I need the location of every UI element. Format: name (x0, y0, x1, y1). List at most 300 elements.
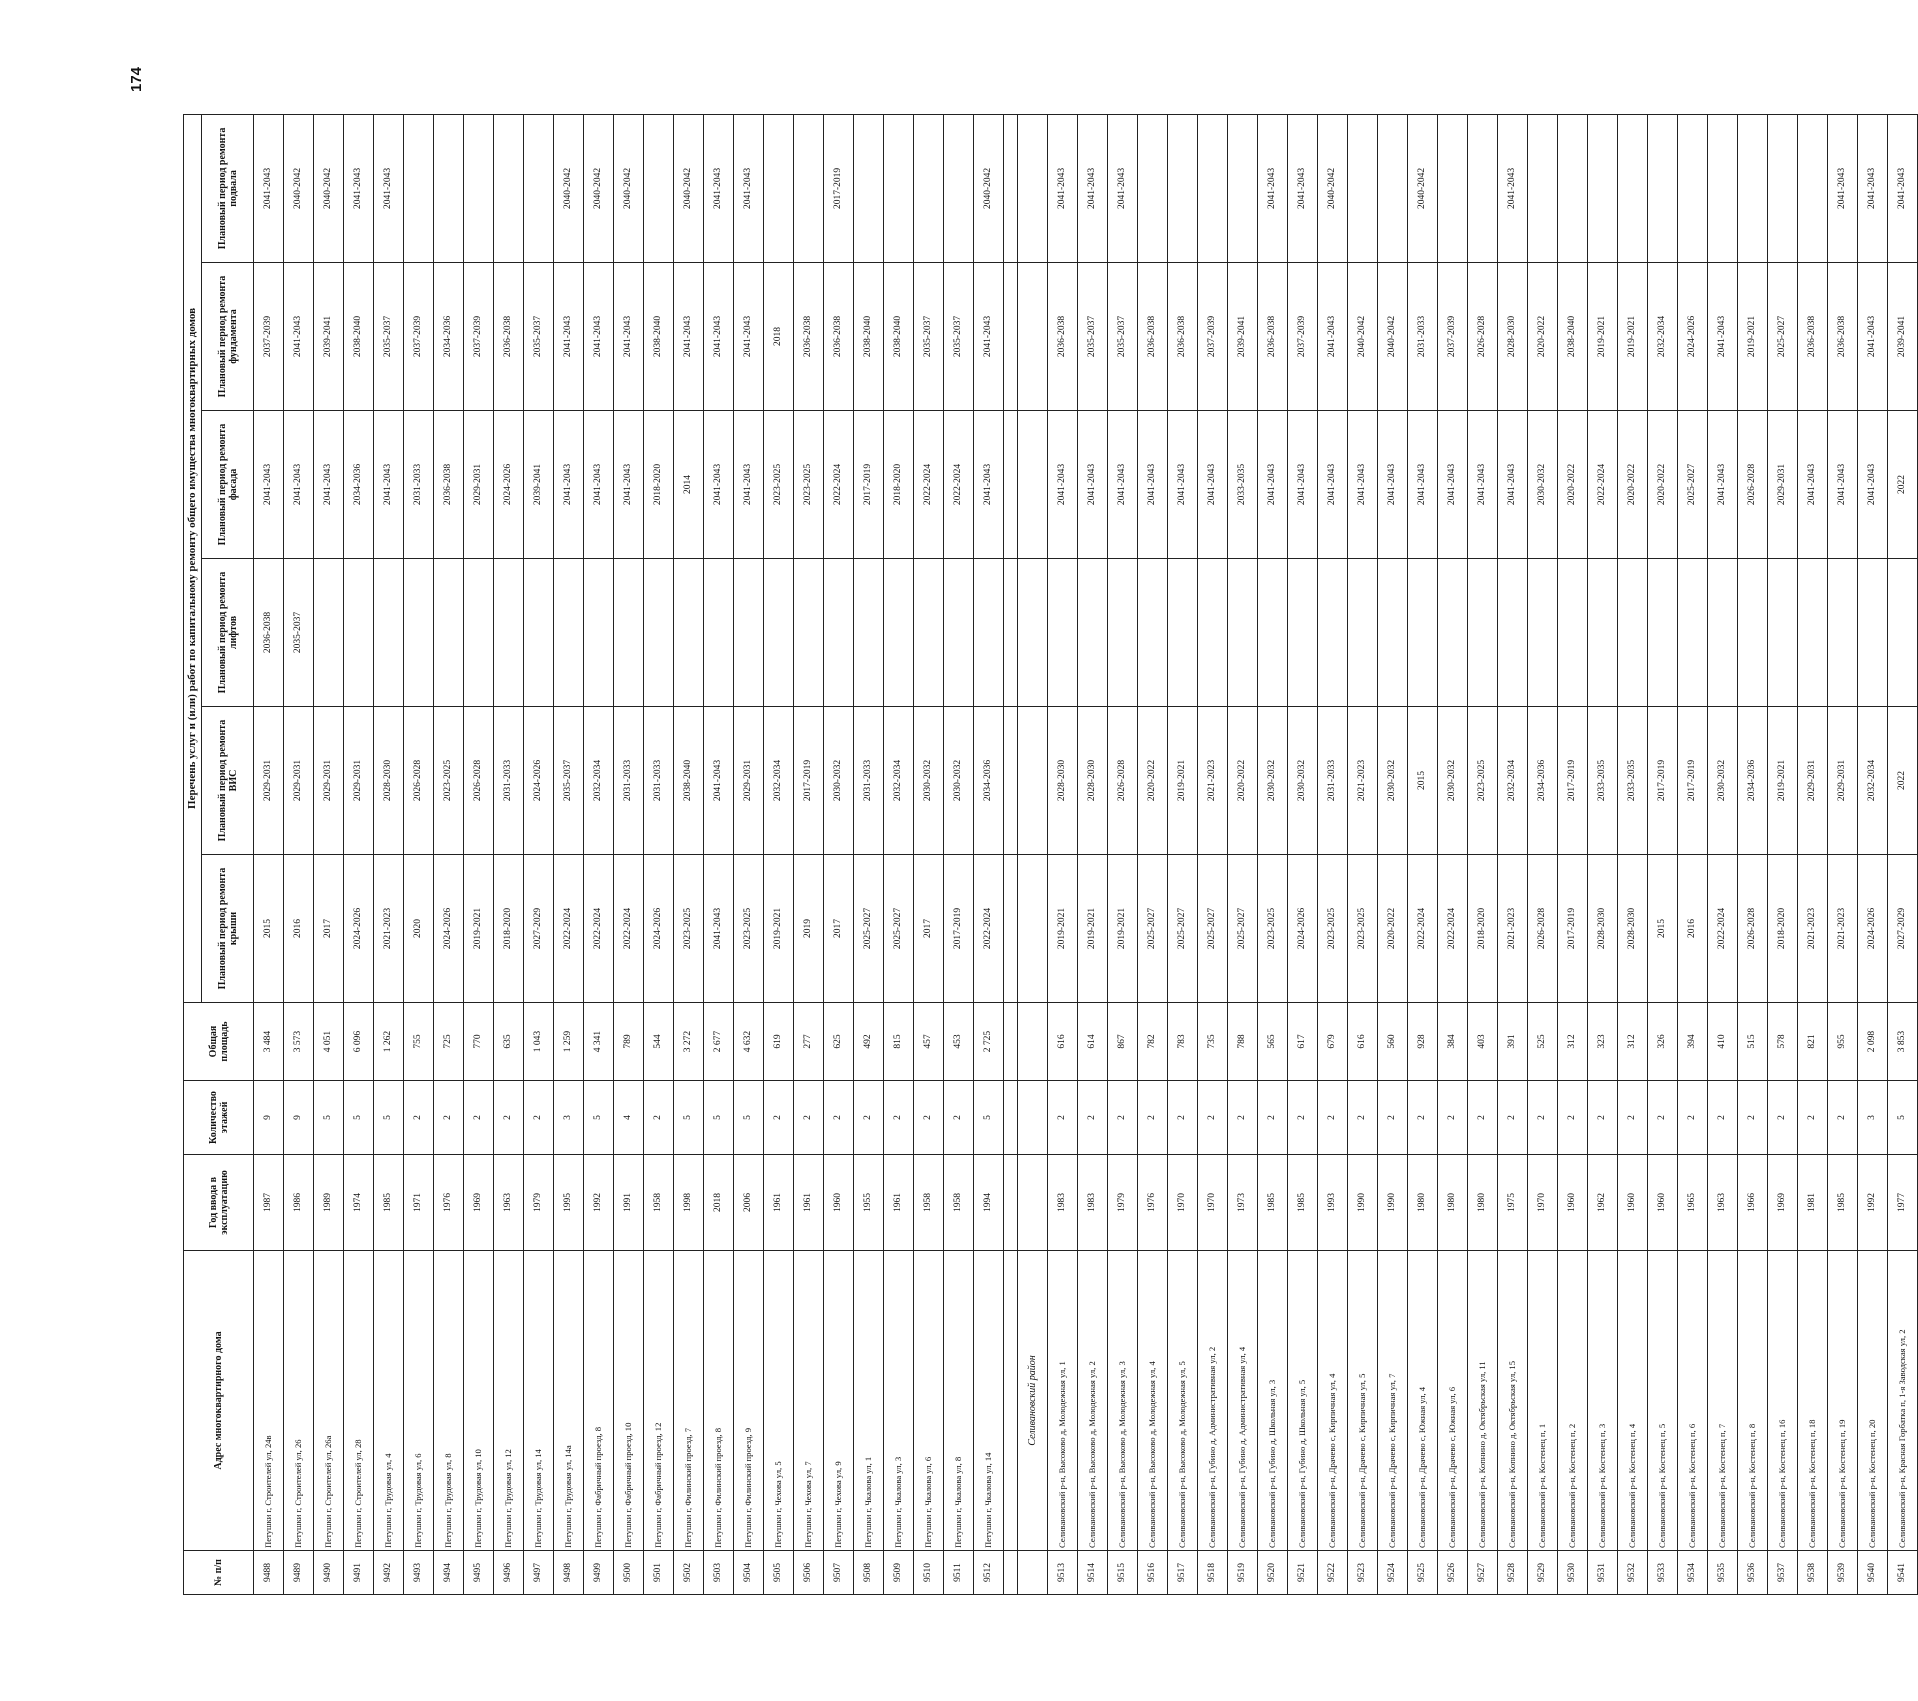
row-area: 1 259 (554, 1003, 584, 1081)
row-roof: 2023-2025 (734, 855, 764, 1003)
row-basement: 2041-2043 (1108, 114, 1138, 262)
row-number: 9539 (1828, 1551, 1858, 1595)
row-floors: 2 (854, 1081, 884, 1155)
row-roof: 2024-2026 (434, 855, 464, 1003)
table-row (1678, 114, 1708, 1594)
row-vis: 2017-2019 (794, 707, 824, 855)
row-facade: 2036-2038 (434, 411, 464, 559)
row-foundation: 2038-2040 (644, 263, 674, 411)
row-roof: 2027-2029 (1888, 855, 1918, 1003)
row-lift (884, 559, 914, 707)
row-number: 9525 (1408, 1551, 1438, 1595)
row-foundation: 2036-2038 (1258, 263, 1288, 411)
row-roof: 2028-2030 (1588, 855, 1618, 1003)
row-lift (644, 559, 674, 707)
row-vis: 2029-2031 (1798, 707, 1828, 855)
row-lift (1618, 559, 1648, 707)
row-address: Селивановский р-н, Высоково д, Молодежная ул, 2 (1078, 1251, 1108, 1551)
row-foundation: 2037-2039 (1288, 263, 1318, 411)
table-row (764, 114, 794, 1594)
table-row (1768, 114, 1798, 1594)
row-basement: 2041-2043 (344, 114, 374, 262)
table-row (254, 114, 284, 1594)
row-floors: 2 (1138, 1081, 1168, 1155)
row-address: Петушки г, Строителей ул, 28 (344, 1251, 374, 1551)
row-basement: 2041-2043 (374, 114, 404, 262)
row-roof: 2025-2027 (854, 855, 884, 1003)
row-roof: 2019 (794, 855, 824, 1003)
row-floors: 2 (404, 1081, 434, 1155)
row-basement (1708, 114, 1738, 262)
row-area: 725 (434, 1003, 464, 1081)
row-vis: 2031-2033 (494, 707, 524, 855)
row-basement: 2041-2043 (1498, 114, 1528, 262)
row-area: 821 (1798, 1003, 1828, 1081)
row-year: 1958 (944, 1155, 974, 1251)
row-address: Селивановский р-н, Костенец п, 8 (1738, 1251, 1768, 1551)
row-area: 544 (644, 1003, 674, 1081)
table-row (614, 114, 644, 1594)
row-number: 9498 (554, 1551, 584, 1595)
row-year: 1985 (1828, 1155, 1858, 1251)
row-area: 312 (1618, 1003, 1648, 1081)
row-lift (794, 559, 824, 707)
row-facade: 2041-2043 (1798, 411, 1828, 559)
row-area: 755 (404, 1003, 434, 1081)
row-number: 9537 (1768, 1551, 1798, 1595)
row-vis: 2030-2032 (1258, 707, 1288, 855)
row-floors: 9 (284, 1081, 314, 1155)
row-facade: 2022 (1888, 411, 1918, 559)
row-roof: 2017-2019 (1558, 855, 1588, 1003)
row-roof: 2021-2023 (1798, 855, 1828, 1003)
table-row (704, 114, 734, 1594)
row-basement: 2040-2042 (284, 114, 314, 262)
row-number: 9522 (1318, 1551, 1348, 1595)
row-number: 9499 (584, 1551, 614, 1595)
table-row (1348, 114, 1378, 1594)
row-area: 312 (1558, 1003, 1588, 1081)
row-address: Селивановский р-н, Костенец п, 4 (1618, 1251, 1648, 1551)
row-roof: 2017-2019 (944, 855, 974, 1003)
row-facade: 2041-2043 (1438, 411, 1468, 559)
row-floors: 2 (434, 1081, 464, 1155)
row-floors: 2 (1558, 1081, 1588, 1155)
row-area: 2 725 (974, 1003, 1004, 1081)
row-vis: 2041-2043 (704, 707, 734, 855)
row-vis: 2019-2021 (1168, 707, 1198, 855)
row-basement: 2040-2042 (674, 114, 704, 262)
row-address: Селивановский р-н, Высоково д, Молодежная ул, 3 (1108, 1251, 1138, 1551)
row-basement: 2041-2043 (1288, 114, 1318, 262)
row-lift (614, 559, 644, 707)
row-area: 928 (1408, 1003, 1438, 1081)
row-number: 9538 (1798, 1551, 1828, 1595)
row-lift (374, 559, 404, 707)
row-floors: 2 (914, 1081, 944, 1155)
row-area: 1 262 (374, 1003, 404, 1081)
row-area: 384 (1438, 1003, 1468, 1081)
row-year: 1970 (1528, 1155, 1558, 1251)
row-facade: 2030-2032 (1528, 411, 1558, 559)
row-area: 955 (1828, 1003, 1858, 1081)
rows-petushki (254, 114, 1004, 1594)
row-lift (1378, 559, 1408, 707)
row-lift (704, 559, 734, 707)
row-foundation: 2036-2038 (794, 263, 824, 411)
row-address: Петушки г, Филинский проезд, 8 (704, 1251, 734, 1551)
row-basement (944, 114, 974, 262)
row-lift (1498, 559, 1528, 707)
header-vis: Плановый период ремонта ВИС (202, 707, 254, 855)
row-lift (674, 559, 704, 707)
row-number: 9540 (1858, 1551, 1888, 1595)
row-floors: 5 (344, 1081, 374, 1155)
row-roof: 2023-2025 (1258, 855, 1288, 1003)
row-foundation: 2041-2043 (554, 263, 584, 411)
row-address: Петушки г, Чкалова ул, 3 (884, 1251, 914, 1551)
row-vis: 2026-2028 (464, 707, 494, 855)
row-area: 492 (854, 1003, 884, 1081)
row-area: 453 (944, 1003, 974, 1081)
row-facade: 2041-2043 (1828, 411, 1858, 559)
row-year: 1963 (494, 1155, 524, 1251)
row-floors: 2 (1588, 1081, 1618, 1155)
row-number: 9505 (764, 1551, 794, 1595)
row-foundation: 2039-2041 (1888, 263, 1918, 411)
row-roof: 2025-2027 (1198, 855, 1228, 1003)
row-year: 1985 (1258, 1155, 1288, 1251)
row-roof: 2022-2024 (1708, 855, 1738, 1003)
row-floors: 3 (554, 1081, 584, 1155)
row-basement: 2041-2043 (1258, 114, 1288, 262)
row-roof: 2022-2024 (1438, 855, 1468, 1003)
row-roof: 2022-2024 (974, 855, 1004, 1003)
row-foundation: 2036-2038 (1168, 263, 1198, 411)
row-roof: 2022-2024 (614, 855, 644, 1003)
row-vis: 2017-2019 (1648, 707, 1678, 855)
row-facade: 2022-2024 (914, 411, 944, 559)
row-facade: 2041-2043 (1078, 411, 1108, 559)
row-facade: 2033-2035 (1228, 411, 1258, 559)
row-area: 619 (764, 1003, 794, 1081)
row-address: Селивановский р-н, Губино д, Административная ул, 2 (1198, 1251, 1228, 1551)
row-number: 9504 (734, 1551, 764, 1595)
row-number: 9535 (1708, 1551, 1738, 1595)
row-number: 9508 (854, 1551, 884, 1595)
row-facade: 2041-2043 (1258, 411, 1288, 559)
table-row (404, 114, 434, 1594)
row-roof: 2024-2026 (344, 855, 374, 1003)
row-roof: 2028-2030 (1618, 855, 1648, 1003)
row-area: 783 (1168, 1003, 1198, 1081)
row-roof: 2025-2027 (1168, 855, 1198, 1003)
row-year: 1958 (644, 1155, 674, 1251)
row-floors: 2 (1168, 1081, 1198, 1155)
row-roof: 2016 (1678, 855, 1708, 1003)
row-lift (1678, 559, 1708, 707)
row-floors: 5 (974, 1081, 1004, 1155)
header-facade: Плановый период ремонта фасада (202, 411, 254, 559)
row-year: 1971 (404, 1155, 434, 1251)
table-row (794, 114, 824, 1594)
row-floors: 2 (1408, 1081, 1438, 1155)
row-facade: 2029-2031 (1768, 411, 1798, 559)
row-address: Селивановский р-н, Копнино д, Октябрьская ул, 11 (1468, 1251, 1498, 1551)
header-foundation: Плановый период ремонта фундамента (202, 263, 254, 411)
row-lift (1408, 559, 1438, 707)
row-basement (1228, 114, 1258, 262)
row-address: Петушки г, Чкалова ул, 8 (944, 1251, 974, 1551)
row-lift: 2035-2037 (284, 559, 314, 707)
row-vis: 2030-2032 (1438, 707, 1468, 855)
row-floors: 5 (704, 1081, 734, 1155)
header-area: Общая площадь (184, 1003, 254, 1081)
row-foundation: 2041-2043 (1858, 263, 1888, 411)
rows-selivanovsky (1048, 114, 1918, 1594)
row-vis: 2030-2032 (1378, 707, 1408, 855)
row-year: 1979 (1108, 1155, 1138, 1251)
row-floors: 2 (1048, 1081, 1078, 1155)
row-foundation: 2039-2041 (1228, 263, 1258, 411)
row-area: 323 (1588, 1003, 1618, 1081)
row-lift (1528, 559, 1558, 707)
row-area: 394 (1678, 1003, 1708, 1081)
row-number: 9524 (1378, 1551, 1408, 1595)
row-area: 560 (1378, 1003, 1408, 1081)
row-foundation: 2026-2028 (1468, 263, 1498, 411)
row-area: 326 (1648, 1003, 1678, 1081)
row-number: 9519 (1228, 1551, 1258, 1595)
row-lift (854, 559, 884, 707)
table-row (1048, 114, 1078, 1594)
row-facade: 2041-2043 (614, 411, 644, 559)
row-year: 1969 (1768, 1155, 1798, 1251)
table-row (914, 114, 944, 1594)
row-roof: 2021-2023 (374, 855, 404, 1003)
table-row (1078, 114, 1108, 1594)
row-area: 6 096 (344, 1003, 374, 1081)
row-year: 1962 (1588, 1155, 1618, 1251)
row-floors: 2 (1288, 1081, 1318, 1155)
row-foundation: 2025-2027 (1768, 263, 1798, 411)
row-facade: 2041-2043 (314, 411, 344, 559)
row-floors: 2 (1648, 1081, 1678, 1155)
row-year: 1961 (764, 1155, 794, 1251)
row-foundation: 2019-2021 (1618, 263, 1648, 411)
row-facade: 2041-2043 (1708, 411, 1738, 559)
row-foundation: 2035-2037 (914, 263, 944, 411)
row-year: 1986 (284, 1155, 314, 1251)
row-basement (764, 114, 794, 262)
row-area: 2 677 (704, 1003, 734, 1081)
row-address: Петушки г, Трудовая ул, 14а (554, 1251, 584, 1551)
row-area: 3 853 (1888, 1003, 1918, 1081)
row-roof: 2026-2028 (1738, 855, 1768, 1003)
row-address: Петушки г, Чкалова ул, 6 (914, 1251, 944, 1551)
row-vis: 2029-2031 (344, 707, 374, 855)
row-vis: 2032-2034 (764, 707, 794, 855)
table-row (1468, 114, 1498, 1594)
row-address: Петушки г, Трудовая ул, 4 (374, 1251, 404, 1551)
table-row (1648, 114, 1678, 1594)
row-number: 9513 (1048, 1551, 1078, 1595)
row-foundation: 2038-2040 (1558, 263, 1588, 411)
row-number: 9500 (614, 1551, 644, 1595)
row-facade: 2024-2026 (494, 411, 524, 559)
row-lift (1288, 559, 1318, 707)
row-facade: 2041-2043 (374, 411, 404, 559)
row-area: 4 341 (584, 1003, 614, 1081)
row-number: 9493 (404, 1551, 434, 1595)
row-lift (1078, 559, 1108, 707)
table-row (284, 114, 314, 1594)
row-lift (584, 559, 614, 707)
row-facade: 2022-2024 (944, 411, 974, 559)
row-basement: 2040-2042 (974, 114, 1004, 262)
row-vis: 2031-2033 (644, 707, 674, 855)
row-year: 1977 (1888, 1155, 1918, 1251)
header-works-group: Перечень услуг и (или) работ по капитальному ремонту общего имущества многоквартирных домов (184, 114, 202, 1002)
row-area: 3 272 (674, 1003, 704, 1081)
table-row (1738, 114, 1768, 1594)
row-address: Селивановский р-н, Костенец п, 3 (1588, 1251, 1618, 1551)
row-address: Петушки г, Трудовая ул, 6 (404, 1251, 434, 1551)
row-area: 277 (794, 1003, 824, 1081)
row-number: 9509 (884, 1551, 914, 1595)
header-lift: Плановый период ремонта лифтов (202, 559, 254, 707)
row-number: 9497 (524, 1551, 554, 1595)
row-basement (434, 114, 464, 262)
row-basement: 2040-2042 (1318, 114, 1348, 262)
row-foundation: 2036-2038 (1048, 263, 1078, 411)
row-vis: 2029-2031 (1828, 707, 1858, 855)
row-floors: 5 (584, 1081, 614, 1155)
row-foundation: 2036-2038 (1828, 263, 1858, 411)
row-foundation: 2035-2037 (524, 263, 554, 411)
table-row (1198, 114, 1228, 1594)
row-foundation: 2041-2043 (674, 263, 704, 411)
row-address: Петушки г, Филинский проезд, 9 (734, 1251, 764, 1551)
table-row (584, 114, 614, 1594)
table-row (1828, 114, 1858, 1594)
row-floors: 2 (1678, 1081, 1708, 1155)
row-number: 9494 (434, 1551, 464, 1595)
row-foundation: 2034-2036 (434, 263, 464, 411)
row-area: 815 (884, 1003, 914, 1081)
row-address: Петушки г, Фабричный проезд, 12 (644, 1251, 674, 1551)
row-foundation: 2041-2043 (974, 263, 1004, 411)
row-year: 1960 (1618, 1155, 1648, 1251)
row-number: 9521 (1288, 1551, 1318, 1595)
row-facade: 2026-2028 (1738, 411, 1768, 559)
row-foundation: 2019-2021 (1588, 263, 1618, 411)
row-foundation: 2037-2039 (1438, 263, 1468, 411)
row-address: Петушки г, Фабричный проезд, 8 (584, 1251, 614, 1551)
row-basement: 2041-2043 (734, 114, 764, 262)
row-roof: 2018-2020 (494, 855, 524, 1003)
row-basement (1798, 114, 1828, 262)
row-area: 867 (1108, 1003, 1138, 1081)
row-facade: 2034-2036 (344, 411, 374, 559)
row-roof: 2018-2020 (1768, 855, 1798, 1003)
row-year: 1992 (584, 1155, 614, 1251)
table-row (1288, 114, 1318, 1594)
row-year: 1960 (1648, 1155, 1678, 1251)
row-basement: 2041-2043 (1858, 114, 1888, 262)
row-vis: 2032-2034 (1498, 707, 1528, 855)
row-roof: 2018-2020 (1468, 855, 1498, 1003)
row-foundation: 2041-2043 (584, 263, 614, 411)
row-area: 403 (1468, 1003, 1498, 1081)
row-basement: 2041-2043 (254, 114, 284, 262)
row-facade: 2022-2024 (1588, 411, 1618, 559)
row-foundation: 2035-2037 (1078, 263, 1108, 411)
row-address: Селивановский р-н, Копнино д, Октябрьская ул, 15 (1498, 1251, 1528, 1551)
row-basement: 2041-2043 (704, 114, 734, 262)
row-roof: 2021-2023 (1828, 855, 1858, 1003)
row-vis: 2038-2040 (674, 707, 704, 855)
row-number: 9534 (1678, 1551, 1708, 1595)
row-floors: 2 (1258, 1081, 1288, 1155)
row-roof: 2025-2027 (884, 855, 914, 1003)
row-lift (734, 559, 764, 707)
row-facade: 2041-2043 (704, 411, 734, 559)
row-roof: 2019-2021 (1048, 855, 1078, 1003)
row-address: Петушки г, Строителей ул, 24в (254, 1251, 284, 1551)
row-basement: 2040-2042 (554, 114, 584, 262)
row-address: Селивановский р-н, Высоково д, Молодежная ул, 5 (1168, 1251, 1198, 1551)
row-lift (944, 559, 974, 707)
row-roof: 2016 (284, 855, 314, 1003)
row-number: 9490 (314, 1551, 344, 1595)
table-row (1588, 114, 1618, 1594)
row-address: Селивановский р-н, Костенец п, 1 (1528, 1251, 1558, 1551)
row-address: Петушки г, Филинский проезд, 7 (674, 1251, 704, 1551)
row-area: 614 (1078, 1003, 1108, 1081)
row-basement (404, 114, 434, 262)
table-row (674, 114, 704, 1594)
row-vis: 2020-2022 (1138, 707, 1168, 855)
row-number: 9520 (1258, 1551, 1288, 1595)
row-basement (914, 114, 944, 262)
row-area: 457 (914, 1003, 944, 1081)
header-floors: Количество этажей (184, 1081, 254, 1155)
row-vis: 2032-2034 (1858, 707, 1888, 855)
row-vis: 2019-2021 (1768, 707, 1798, 855)
table-row (1708, 114, 1738, 1594)
row-vis: 2026-2028 (1108, 707, 1138, 855)
row-address: Селивановский р-н, Костенец п, 16 (1768, 1251, 1798, 1551)
row-area: 578 (1768, 1003, 1798, 1081)
row-basement: 2040-2042 (584, 114, 614, 262)
row-area: 525 (1528, 1003, 1558, 1081)
row-year: 1963 (1708, 1155, 1738, 1251)
row-foundation: 2041-2043 (284, 263, 314, 411)
row-year: 1974 (344, 1155, 374, 1251)
row-basement: 2040-2042 (1408, 114, 1438, 262)
row-basement (1528, 114, 1558, 262)
row-number: 9488 (254, 1551, 284, 1595)
row-year: 1989 (314, 1155, 344, 1251)
row-area: 391 (1498, 1003, 1528, 1081)
table-row (1318, 114, 1348, 1594)
row-vis: 2029-2031 (734, 707, 764, 855)
row-facade: 2041-2043 (1198, 411, 1228, 559)
row-facade: 2041-2043 (1408, 411, 1438, 559)
row-lift (1438, 559, 1468, 707)
row-number: 9529 (1528, 1551, 1558, 1595)
